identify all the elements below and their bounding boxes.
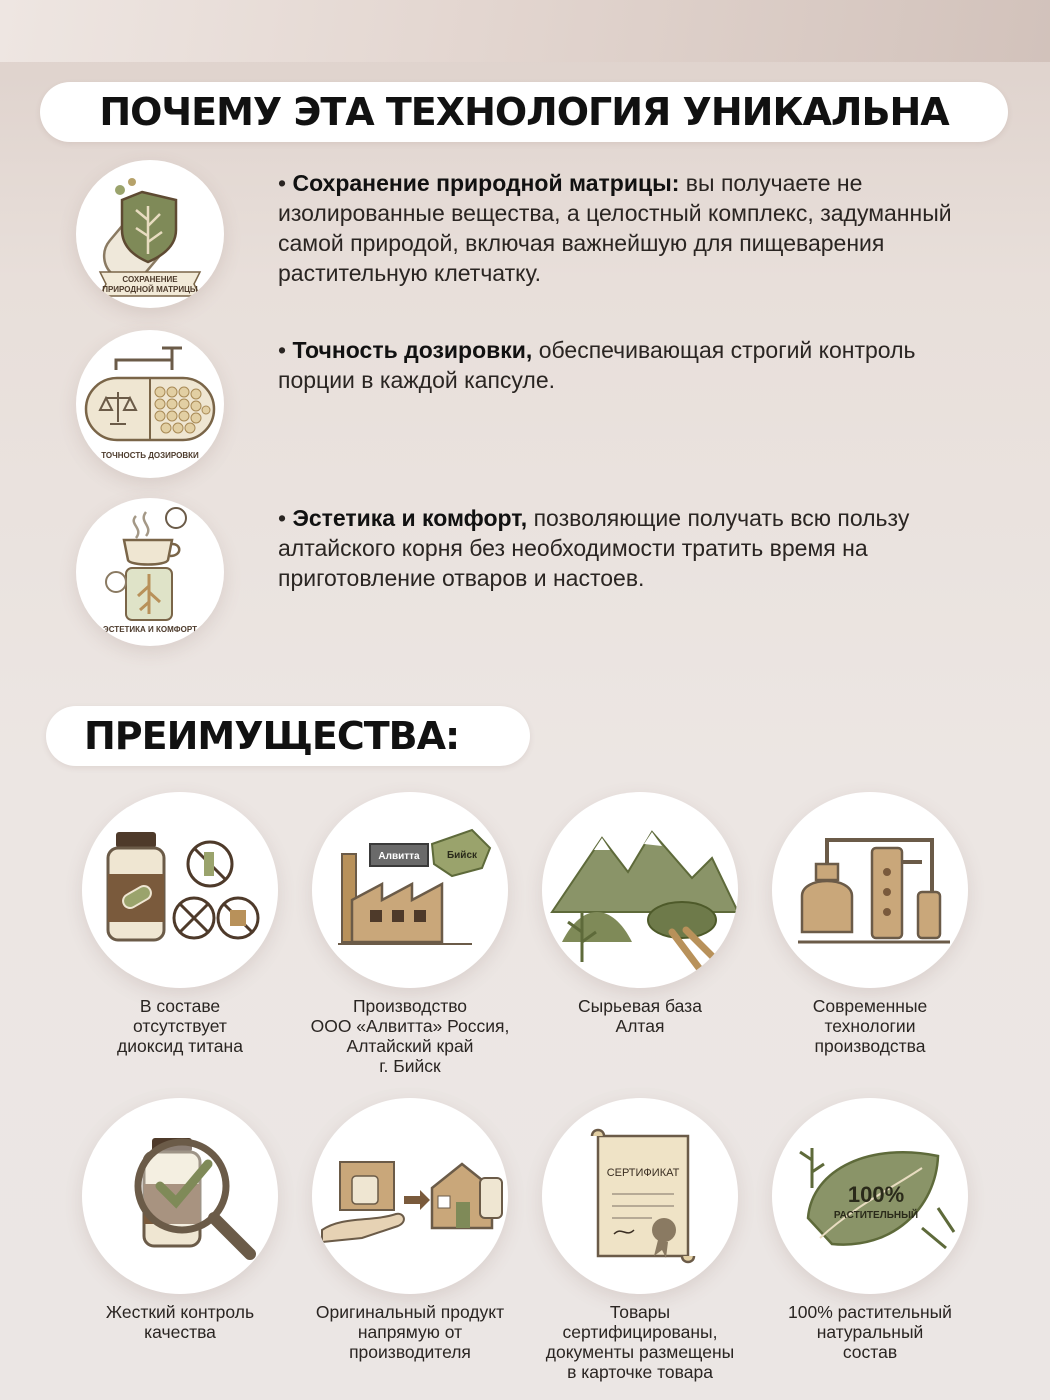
distillery-icon — [772, 792, 968, 988]
advantage-circle-2 — [312, 792, 508, 988]
capsule-scale-icon — [76, 330, 224, 478]
advantage-caption-3: Сырьевая база Алтая — [578, 996, 702, 1036]
bullet: • — [278, 170, 287, 196]
icon-text-biysk: Бийск — [446, 850, 478, 861]
mountains-herbs-icon — [542, 792, 738, 988]
leaf-100-icon — [772, 1098, 968, 1294]
tech-icon-circle-1 — [76, 160, 224, 308]
advantage-caption-7: Товары сертифицированы, документы размещены в карточке товара — [545, 1302, 735, 1382]
tech-item-3 — [278, 503, 978, 593]
advantage-circle-1 — [82, 792, 278, 988]
advantage-caption-2: Производство ООО «Алвитта» Россия, Алтайский край г. Бийск — [310, 996, 510, 1076]
advantage-circle-8 — [772, 1098, 968, 1294]
capsule-shield-herbs-icon — [76, 160, 224, 308]
icon-label-dosage: ТОЧНОСТЬ ДОЗИРОВКИ — [101, 451, 199, 460]
section-title-advantages: ПРЕИМУЩЕСТВА: — [46, 706, 530, 766]
tech-item-heading: Сохранение природной матрицы: — [292, 170, 680, 196]
advantage-caption-5: Жесткий контроль качества — [105, 1302, 255, 1342]
tech-item-heading: Точность дозировки, — [292, 337, 533, 363]
tech-item-text: вы получаете не изолированные вещества, а целостный комплекс, задуманный самой природой, включая важнейшую для пищеварения растительную клетчатку. — [278, 170, 952, 286]
jar-no-additives-icon — [82, 792, 278, 988]
icon-text-100: 100% — [847, 1182, 905, 1207]
factory-map-icon — [312, 792, 508, 988]
tech-item-1 — [278, 168, 978, 288]
icon-text-plant: РАСТИТЕЛЬНЫЙ — [833, 1210, 919, 1221]
icon-text-alvitta: Алвитта — [378, 851, 420, 862]
advantage-caption-6: Оригинальный продукт напрямую от производителя — [315, 1302, 505, 1362]
cup-root-icon — [76, 498, 224, 646]
top-band — [0, 0, 1050, 62]
tech-icon-circle-2 — [76, 330, 224, 478]
icon-label-comfort: ЭСТЕТИКА И КОМФОРТ — [103, 625, 197, 634]
icon-label-preservation-2: ПРИРОДНОЙ МАТРИЦЫ — [102, 285, 198, 294]
tech-icon-circle-3 — [76, 498, 224, 646]
advantage-caption-1: В составе отсутствует диоксид титана — [117, 996, 243, 1056]
advantage-circle-6 — [312, 1098, 508, 1294]
magnifier-check-icon — [82, 1098, 278, 1294]
tech-item-text: обеспечивающая строгий контроль порции в каждой капсуле. — [278, 337, 916, 393]
tech-item-text: позволяющие получать всю пользу алтайского корня без необходимости тратить время на приготовление отваров и настоев. — [278, 505, 910, 591]
advantage-caption-8: 100% растительный натуральный состав — [788, 1302, 952, 1362]
advantage-caption-4: Современные технологии производства — [812, 996, 928, 1056]
bullet: • — [278, 337, 287, 363]
bullet: • — [278, 505, 287, 531]
tech-item-heading: Эстетика и комфорт, — [292, 505, 528, 531]
advantage-circle-3 — [542, 792, 738, 988]
section-title-technology: ПОЧЕМУ ЭТА ТЕХНОЛОГИЯ УНИКАЛЬНА — [40, 82, 1008, 142]
advantage-circle-5 — [82, 1098, 278, 1294]
certificate-icon — [542, 1098, 738, 1294]
advantage-circle-7 — [542, 1098, 738, 1294]
icon-text-certificate: СЕРТИФИКАТ — [606, 1167, 680, 1179]
delivery-house-icon — [312, 1098, 508, 1294]
advantage-circle-4 — [772, 792, 968, 988]
icon-label-preservation-1: СОХРАНЕНИЕ — [122, 275, 178, 284]
tech-item-2 — [278, 335, 978, 395]
